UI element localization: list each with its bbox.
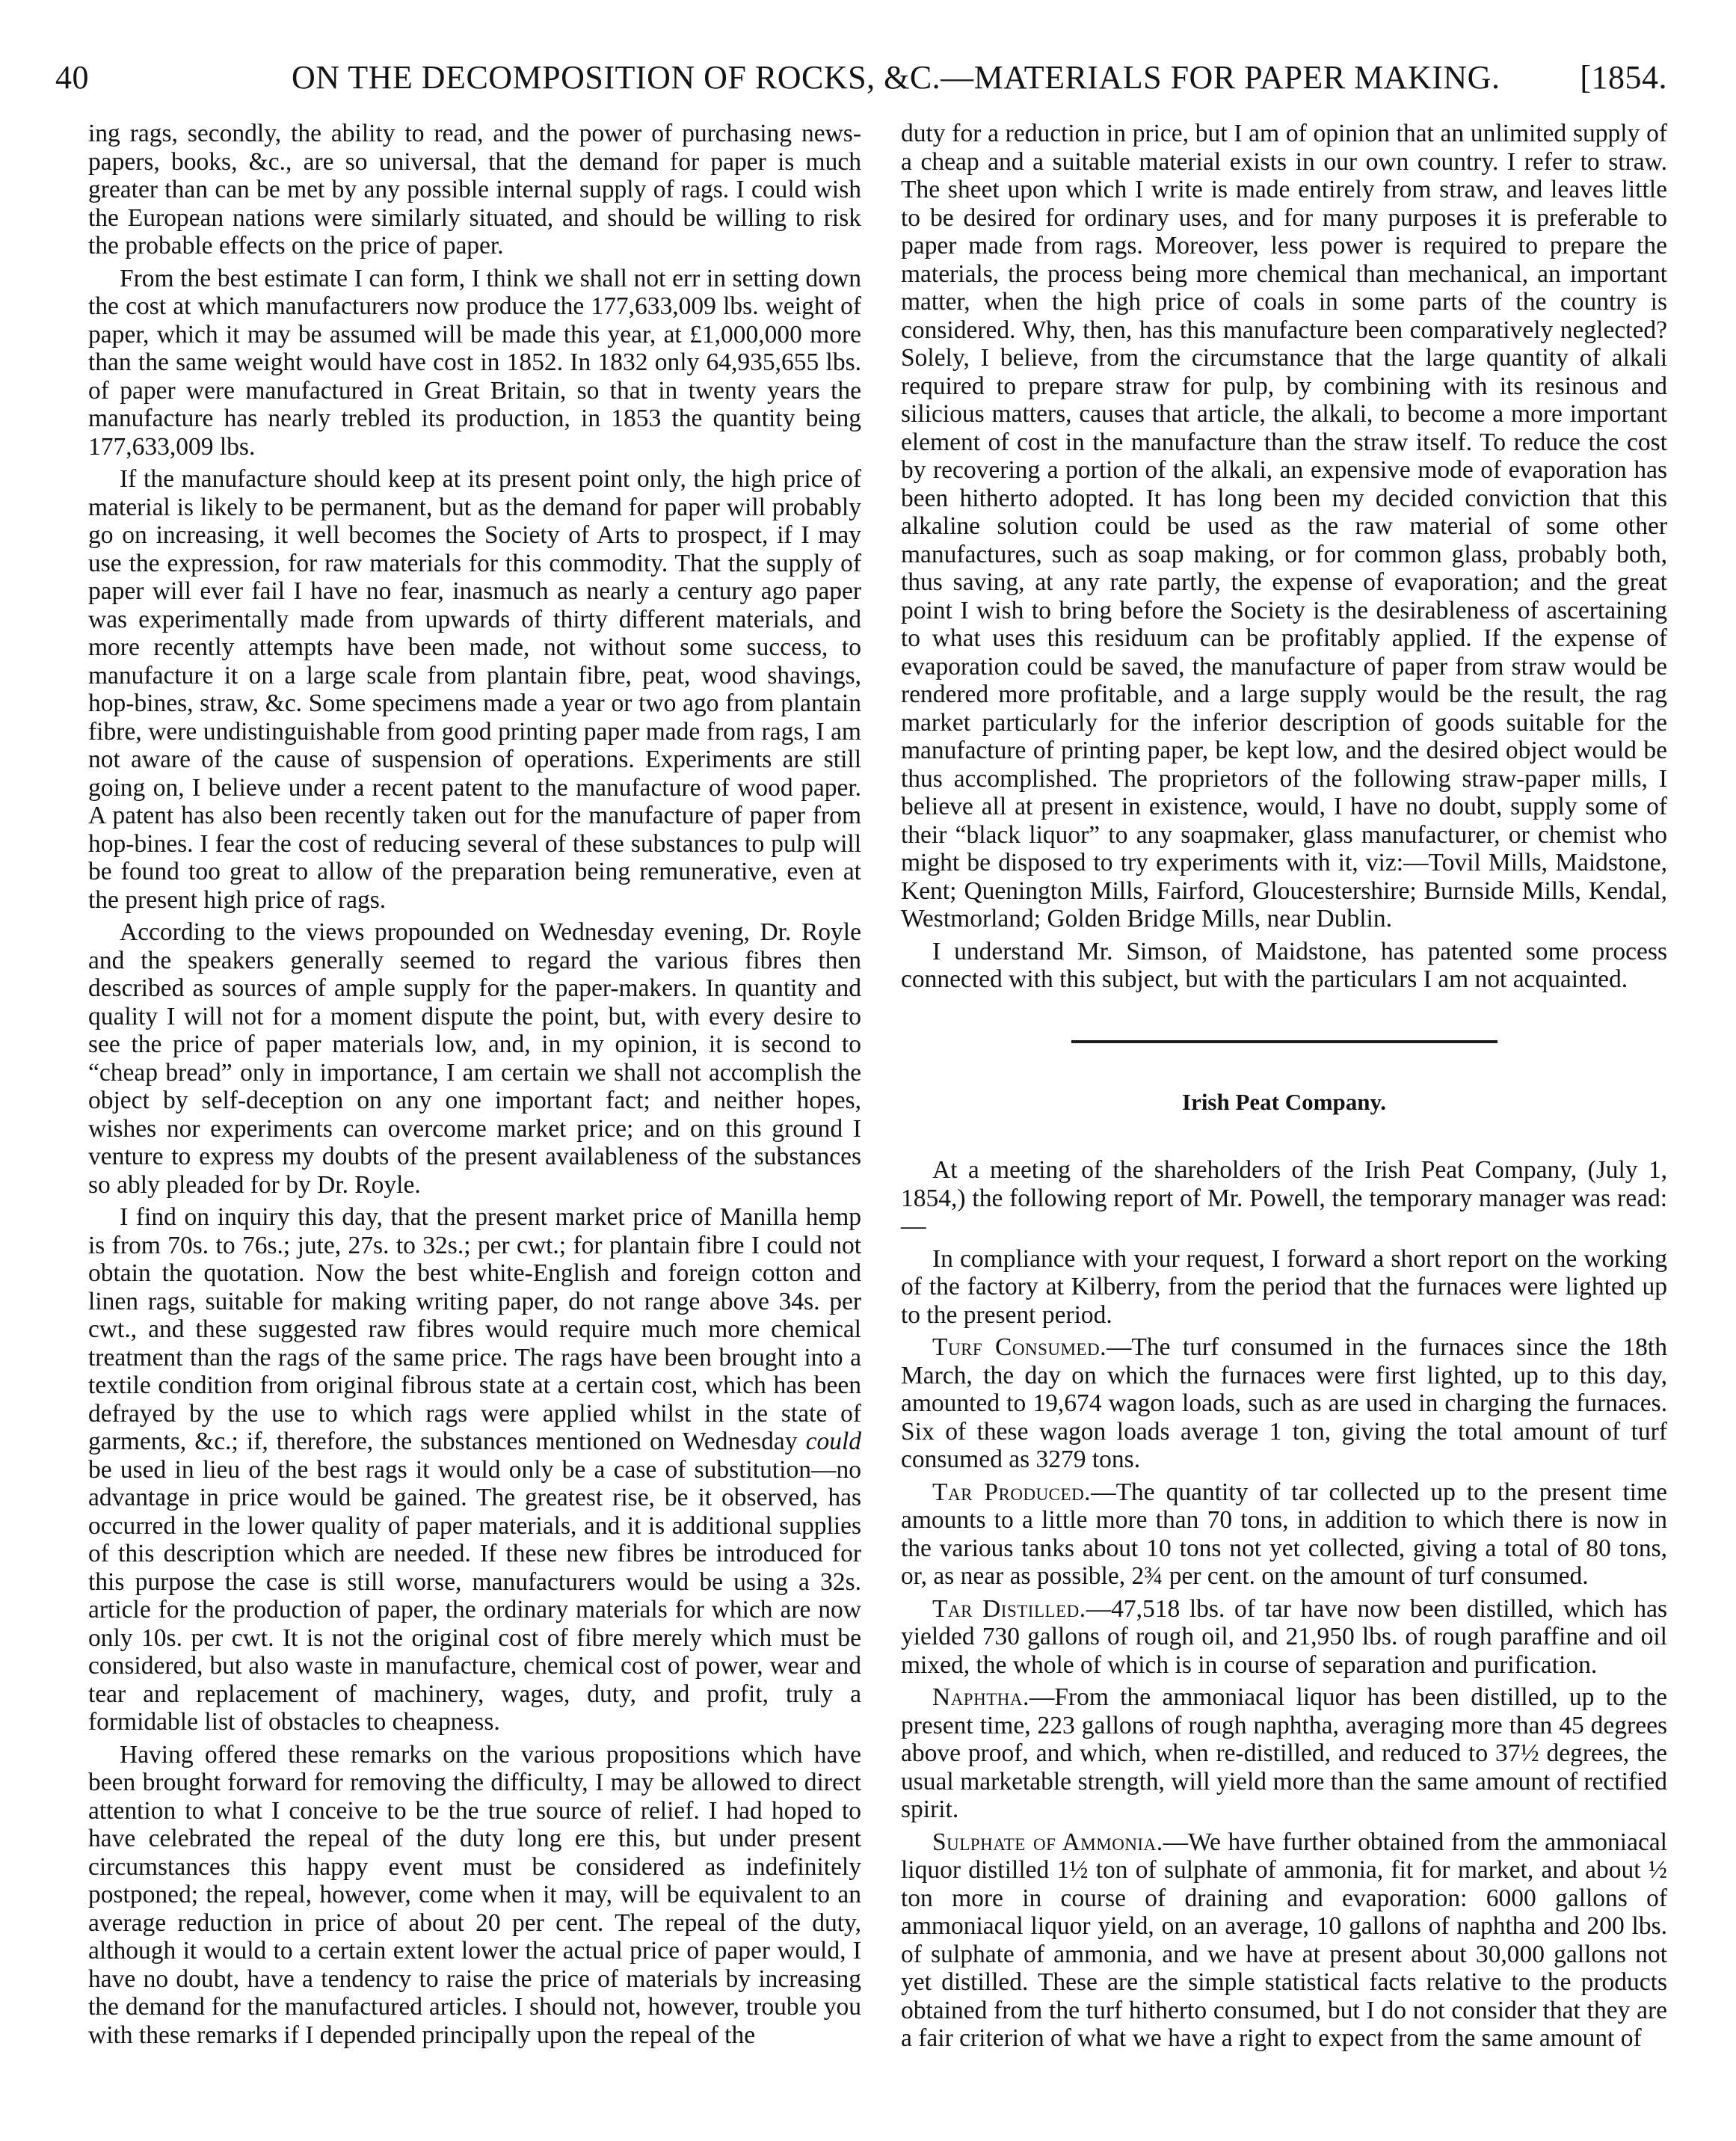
paragraph-raw-materials: If the manufacture should keep at its present point only, the high price of material is likely to be permanent, but as the demand for paper will probably go on increasing, it well becomes the Society of Arts to prospect, if I may use the expression, for raw materials for this commodity. That the supply of paper will ever fail I have no fear, inasmuch as nearly a century ago paper was experimentally made from upwards of thirty different materials, and more recently attempts have been made, not without some success, to manufacture it on a large scale from plantain fibre, peat, wood shavings, hop-bines, straw, &c. Some specimens made a year or two ago from plantain fibre, were undistinguishable from good printing paper made from rags, I am not aware of the cause of suspension of operations. Experiments are still going on, I believe under a recent patent to the manufacture of wood paper. A patent has also been recently taken out for the manufacture of paper from hop-bines. I fear the cost of reducing several of these substances to pulp will be found too great to allow of the preparation being remunerative, even at the present high price of rags. bbox=[88, 465, 861, 914]
paragraph-naphtha bbox=[901, 1683, 1667, 1824]
turf-consumed-text: —The turf consumed in the furnaces since the 18th March, the day on which the furnaces were first lighted, up to this day, amounted to 19,674 wagon loads, such as are used in charging the furnaces. Six of these wagon loads average 1 ton, giving the total amount of turf consumed as 3279 tons. bbox=[901, 1333, 1667, 1473]
sulphate-ammonia-text: —We have further obtained from the ammoniacal liquor distilled 1½ ton of sulphate of ammonia, fit for market, and about ½ ton more in course of draining and evaporation: 6000 gallons of ammoniacal liquor yield, on an average, 10 gallons of naphtha and 200 lbs. of sulphate of ammonia, and we have at present about 30,000 gallons not yet distilled. These are the simple statistical facts relative to the products obtained from the turf hitherto consumed, but I do not consider that they are a fair criterion of what we have a right to expect from the same amount of bbox=[901, 1828, 1667, 2052]
paragraph-straw-supply: duty for a reduction in price, but I am of opinion that an unlimited supply of a cheap and a suitable material exists in our own country. I refer to straw. The sheet upon which I write is made entirely from straw, and leaves little to be desired for ordinary uses, and for many purposes it is preferable to paper made from rags. Moreover, less power is required to prepare the materials, the process being more chemical than mechanical, an important matter, when the high price of coals in some parts of the country is considered. Why, then, has this manufacture been comparatively neglected? Solely, I believe, from the circumstance that the large quantity of alkali required to prepare straw for pulp, by combining with its resinous and silicious matters, causes that article, the alkali, to become a more important element of cost in the manufacture than the straw itself. To reduce the cost by recovering a portion of the alkali, an expensive mode of evaporation has been hitherto adopted. It has long been my decided conviction that this alkaline solution could be used as the raw material of some other manufactures, such as soap making, or for common glass, probably both, thus saving, at any rate partly, the expense of evaporation; and the great point I wish to bring before the Society is the desirableness of ascertaining to what uses this residuum can be profitably applied. If the expense of evaporation could be saved, the manufacture of paper from straw would be rendered more profitable, and a large supply would be the result, the rag market particularly for the inferior description of goods suitable for the manufacture of printing paper, be kept low, and the desired object would be thus accomplished. The proprietors of the following straw-paper mills, I believe all at present in existence, would, I have no doubt, supply some of their “black liquor” to any soapmaker, glass manufacturer, or chemist who might be disposed to try experiments with it, viz:—Tovil Mills, Maidstone, Kent; Quenington Mills, Fairford, Gloucestershire; Burnside Mills, Kendal, Westmorland; Golden Bridge Mills, near Dublin. bbox=[901, 120, 1667, 933]
market-prices-text-b: be used in lieu of the best rags it would only be a case of substitution—no advantage in price would be gained. The greatest rise, be it observed, has occurred in the lower quality of paper materials, and it is additional supplies of this description which are needed. If these new fibres be introduced for this purpose the case is still worse, manufacturers would be using a 32s. article for the production of paper, the ordinary materials for which are now only 10s. per cwt. It is not the original cost of fibre merely which must be considered, but also waste in manufacture, chemical cost of power, wear and tear and replacement of machinery, wages, duty, and profit, truly a formidable list of obstacles to cheapness. bbox=[88, 1455, 861, 1736]
page-number: 40 bbox=[55, 59, 89, 96]
paragraph-dr-royle-views: According to the views propounded on Wednesday evening, Dr. Royle and the speakers generally seemed to regard the various fibres then described as sources of ample supply for the paper-makers. In quantity and quality I will not for a moment dispute the point, but, with every desire to see the price of paper materials low, and, in my opinion, it is second to “cheap bread” only in importance, I am certain we shall not accomplish the object by self-deception on any one important fact; and neither hopes, wishes nor experiments can overcome market price; and on this ground I venture to express my doubts of the present availableness of the substances so ably pleaded for by Dr. Royle. bbox=[88, 918, 861, 1199]
paragraph-tar-distilled bbox=[901, 1595, 1667, 1680]
paragraph-sulphate-ammonia bbox=[901, 1828, 1667, 2053]
naphtha-text: —From the ammoniacal liquor has been distilled, up to the present time, 223 gallons of rough naphtha, averaging more than 45 degrees above proof, and which, when re-distilled, and reduced to 37½ degrees, the usual marketable strength, will yield more than the same amount of rectified spirit. bbox=[901, 1683, 1667, 1823]
paragraph-meeting-intro: At a meeting of the shareholders of the Irish Peat Company, (July 1, 1854,) the following report of Mr. Powell, the temporary manager was read:— bbox=[901, 1156, 1667, 1240]
paragraph-simson-patent: I understand Mr. Simson, of Maidstone, has patented some process connected with this subject, but with the particulars I am not acquainted. bbox=[901, 937, 1667, 993]
tar-produced-text: —The quantity of tar collected up to the present time amounts to a little more than 70 tons, in addition to which there is now in the various tanks about 10 tons not yet collected, giving a total of 80 tons, or, as near as possible, 2¾ per cent. on the amount of turf consumed. bbox=[901, 1478, 1667, 1590]
naphtha-heading: Naphtha. bbox=[932, 1683, 1029, 1711]
paragraph-duty-repeal: Having offered these remarks on the various propositions which have been brought forward for removing the difficulty, I may be allowed to direct attention to what I conceive to be the true source of relief. I had hoped to have celebrated the repeal of the duty long ere this, but under present circumstances this happy event must be considered as indefinitely postponed; the repeal, however, come when it may, will be equivalent to an average reduction in price of about 20 per cent. The repeal of the duty, although it would to a certain extent lower the actual price of paper would, I have no doubt, have a tendency to raise the price of materials by increasing the demand for the manufactured articles. I should not, however, trouble you with these remarks if I depended principally upon the repeal of the bbox=[88, 1740, 861, 2049]
paragraph-turf-consumed bbox=[901, 1333, 1667, 1474]
paragraph-market-prices bbox=[88, 1203, 861, 1736]
tar-distilled-text: —47,518 lbs. of tar have now been distilled, which has yielded 730 gallons of rough oil, and 21,950 lbs. of rough paraffine and oil mixed, the whole of which is in course of separation and purification. bbox=[901, 1594, 1667, 1679]
section-divider bbox=[1071, 1040, 1498, 1043]
tar-distilled-heading: Tar Distilled. bbox=[932, 1594, 1086, 1623]
left-column bbox=[88, 120, 861, 2054]
section-title: Irish Peat Company. bbox=[1182, 1088, 1386, 1115]
emphasis-could: could bbox=[805, 1428, 862, 1455]
tar-produced-heading: Tar Produced. bbox=[932, 1478, 1092, 1506]
header-year: [1854. bbox=[1580, 59, 1667, 96]
paragraph-tar-produced bbox=[901, 1478, 1667, 1591]
right-column bbox=[901, 120, 1667, 2057]
paragraph-continued: ing rags, secondly, the ability to read, and the power of purchasing news-papers, books, &c., are so universal, that the demand for paper is much greater than can be met by any possible internal supply of rags. I could wish the European nations were similarly situated, and should be willing to risk the probable effects on the price of paper. bbox=[88, 120, 861, 259]
sulphate-ammonia-heading: Sulphate of Ammonia. bbox=[932, 1828, 1163, 1856]
paragraph-report-intro: In compliance with your request, I forward a short report on the working of the factory at Kilberry, from the period that the furnaces were lighted up to the present period. bbox=[901, 1244, 1667, 1329]
running-header bbox=[45, 58, 1667, 103]
turf-consumed-heading: Turf Consumed. bbox=[932, 1333, 1106, 1361]
running-title: ON THE DECOMPOSITION OF ROCKS, &C.—MATERIALS FOR PAPER MAKING. bbox=[292, 59, 1500, 96]
paragraph-cost-estimate: From the best estimate I can form, I think we shall not err in setting down the cost at which manufacturers now produce the 177,633,009 lbs. weight of paper, which it may be assumed will be made this year, at £1,000,000 more than the same weight would have cost in 1852. In 1832 only 64,935,655 lbs. of paper were manufactured in Great Britain, so that in twenty years the manufacture has nearly trebled its production, in 1853 the quantity being 177,633,009 lbs. bbox=[88, 264, 861, 461]
market-prices-text-a: I find on inquiry this day, that the present market price of Manilla hemp is from 70s. to 76s.; jute, 27s. to 32s.; per cwt.; for plantain fibre I could not obtain the quotation. Now the best white-English and foreign cotton and linen rags, suitable for making writing paper, do not range above 34s. per cwt., and these suggested raw fibres would require much more chemical treatment than the rags of the same price. The rags have been brought into a textile condition from original fibrous state at a certain cost, which has been defrayed by the use to which rags were applied whilst in the state of garments, &c.; if, therefore, the substances mentioned on Wednesday bbox=[88, 1203, 861, 1455]
